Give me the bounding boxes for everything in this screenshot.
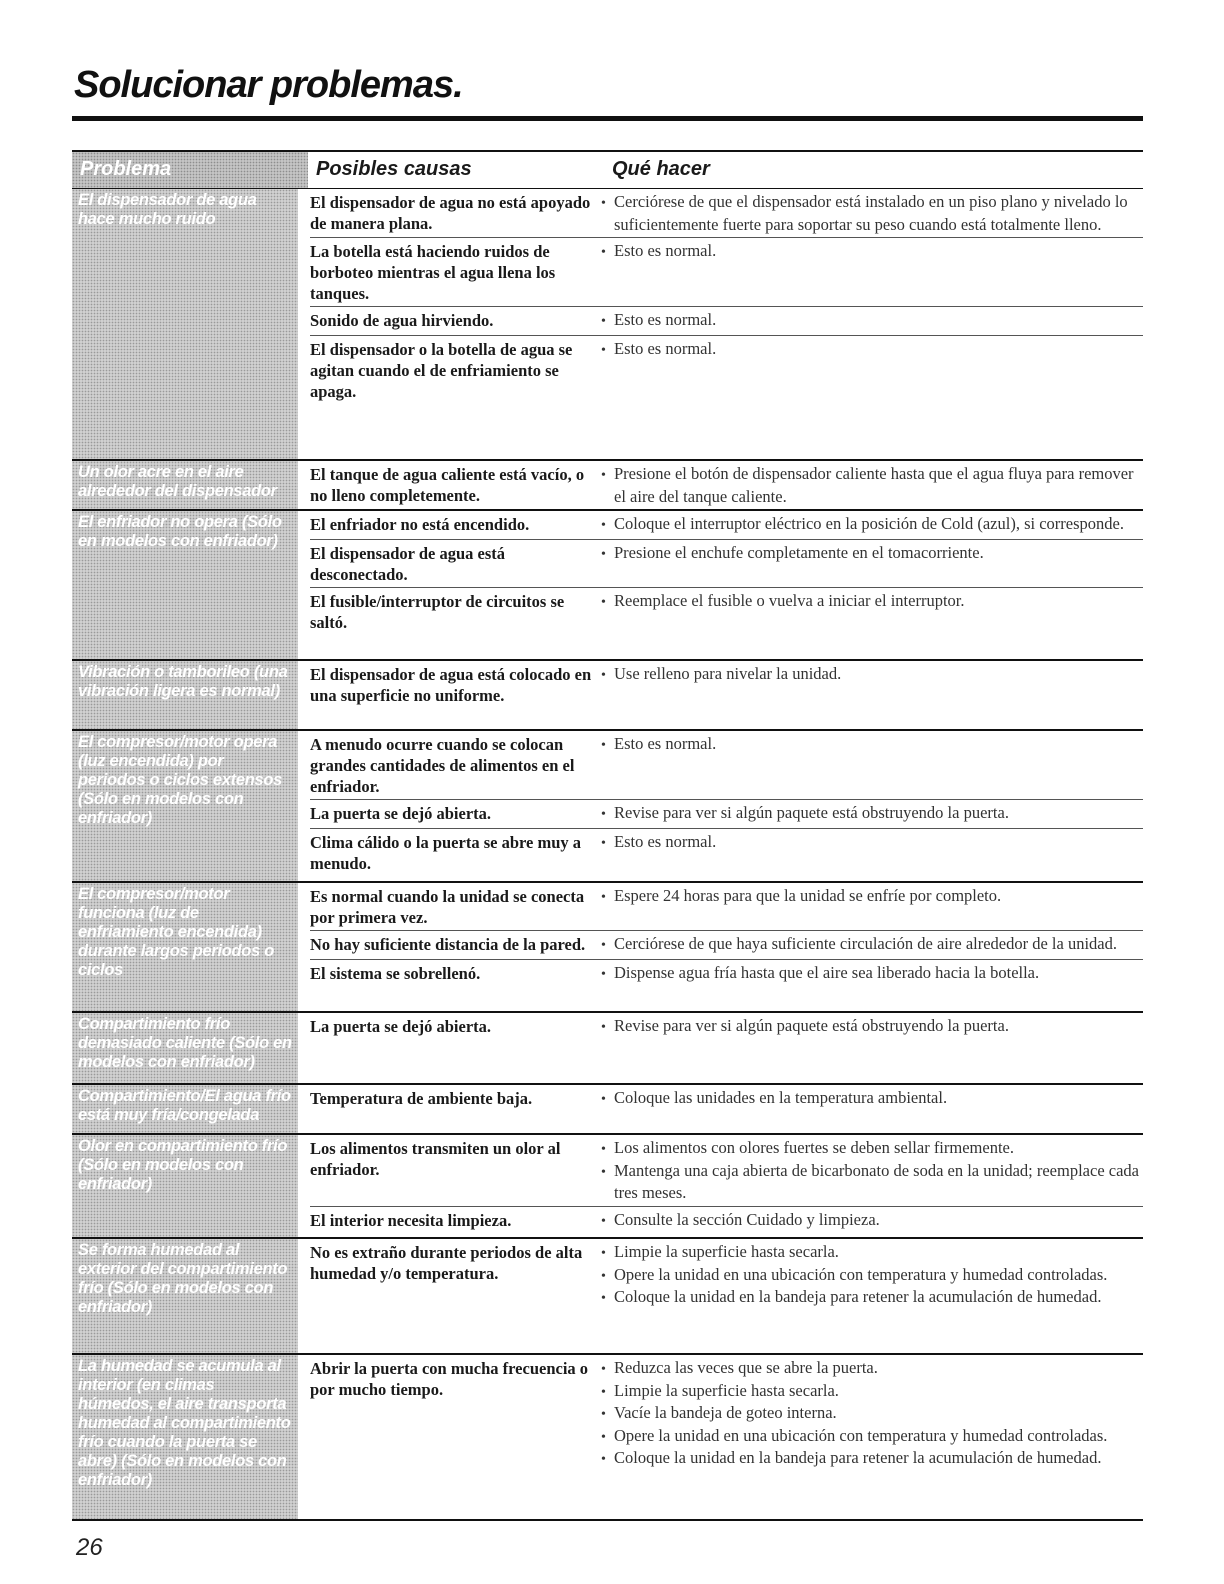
fix-item: • Cerciórese de que el dispensador está instalado en un piso plano y nivelado lo suficientemente fuerte para soportar su peso cuando está totalmente lleno. bbox=[598, 192, 1143, 235]
fix-list bbox=[594, 338, 1143, 402]
header-problem: Problema bbox=[72, 152, 308, 188]
problem-label: El dispensador de agua hace mucho ruido bbox=[72, 189, 298, 459]
fix-item: • Mantenga una caja abierta de bicarbonato de soda en la unidad; reemplace cada tres meses. bbox=[598, 1161, 1143, 1204]
table-row bbox=[310, 1207, 1143, 1235]
header-causes: Posibles causas bbox=[316, 158, 472, 180]
cause-list bbox=[298, 189, 1143, 459]
fix-item: • Coloque la unidad en la bandeja para retener la acumulación de humedad. bbox=[598, 1448, 1143, 1471]
cause-text: La puerta se dejó abierta. bbox=[310, 1017, 492, 1036]
table-row bbox=[310, 1239, 1143, 1312]
table-row bbox=[310, 588, 1143, 635]
fix-list bbox=[594, 885, 1143, 928]
cause-list bbox=[298, 1085, 1143, 1133]
problem-group bbox=[72, 189, 1143, 461]
cause-text: El dispensador o la botella de agua se agitan cuando el de enfriamiento se apaga. bbox=[310, 339, 573, 401]
cause-text: El dispensador de agua está desconectado. bbox=[310, 543, 505, 584]
fix-item: • Coloque el interruptor eléctrico en la posición de Cold (azul), si corresponde. bbox=[598, 514, 1143, 537]
page-number: 26 bbox=[76, 1534, 103, 1561]
fix-list bbox=[594, 590, 1143, 633]
fix-list bbox=[594, 1087, 1143, 1111]
problem-group bbox=[72, 461, 1143, 511]
cause-text: Clima cálido o la puerta se abre muy a menudo. bbox=[310, 832, 582, 873]
problem-label: El compresor/motor funciona (luz de enfriamiento encendida) durante largos periodos o ciclos bbox=[72, 883, 298, 1011]
fix-list bbox=[594, 802, 1143, 826]
cause-text: No hay suficiente distancia de la pared. bbox=[310, 935, 586, 954]
fix-item: • Dispense agua fría hasta que el aire sea liberado hacia la botella. bbox=[598, 963, 1143, 986]
problem-group bbox=[72, 661, 1143, 731]
problem-label: Se forma humedad al exterior del compartimiento frío (Sólo en modelos con enfriador) bbox=[72, 1239, 298, 1353]
fix-item: • Esto es normal. bbox=[598, 310, 1143, 333]
cause-list bbox=[298, 461, 1143, 509]
table-row bbox=[310, 1135, 1143, 1207]
cause-list bbox=[298, 1355, 1143, 1519]
table-row bbox=[310, 189, 1143, 238]
fix-item: • Espere 24 horas para que la unidad se enfríe por completo. bbox=[598, 886, 1143, 909]
fix-item: • Coloque la unidad en la bandeja para retener la acumulación de humedad. bbox=[598, 1287, 1143, 1310]
cause-list bbox=[298, 511, 1143, 659]
cause-text: La puerta se dejó abierta. bbox=[310, 804, 492, 823]
cause-text: El interior necesita limpieza. bbox=[310, 1210, 512, 1230]
table-row bbox=[310, 511, 1143, 540]
cause-text: A menudo ocurre cuando se colocan grandes cantidades de alimentos en el enfriador. bbox=[310, 735, 575, 796]
cause-text: El sistema se sobrellenó. bbox=[310, 963, 481, 983]
fix-item: • Presione el botón de dispensador caliente hasta que el agua fluya para remover el aire del tanque caliente. bbox=[598, 464, 1143, 507]
problem-label: Un olor acre en el aire alrededor del dispensador bbox=[72, 461, 298, 509]
fix-list bbox=[594, 463, 1143, 507]
fix-item: • Cerciórese de que haya suficiente circulación de aire alrededor de la unidad. bbox=[598, 934, 1143, 957]
troubleshooting-table bbox=[72, 150, 1143, 1521]
fix-item: • Use relleno para nivelar la unidad. bbox=[598, 664, 1143, 687]
fix-list bbox=[594, 1357, 1143, 1471]
fix-item: • Limpie la superficie hasta secarla. bbox=[598, 1242, 1143, 1265]
fix-list bbox=[594, 1209, 1143, 1233]
fix-list bbox=[594, 962, 1143, 986]
fix-list bbox=[594, 933, 1143, 957]
fix-list bbox=[594, 191, 1143, 235]
fix-item: • Presione el enchufe completamente en el tomacorriente. bbox=[598, 543, 1143, 566]
table-header bbox=[72, 150, 1143, 189]
cause-text: No es extraño durante periodos de alta humedad y/o temperatura. bbox=[310, 1243, 583, 1283]
problem-label: La humedad se acumula al interior (en climas húmedos, el aire transporta humedad al compartimiento frío cuando la puerta se abre) (Sólo en modelos con enfriador) bbox=[72, 1355, 298, 1519]
table-row bbox=[310, 540, 1143, 588]
cause-text: Sonido de agua hirviendo. bbox=[310, 311, 494, 330]
cause-text: El fusible/interruptor de circuitos se saltó. bbox=[310, 591, 565, 632]
problem-group bbox=[72, 1135, 1143, 1239]
fix-item: • Esto es normal. bbox=[598, 241, 1143, 264]
fix-item: • Opere la unidad en una ubicación con temperatura y humedad controladas. bbox=[598, 1426, 1143, 1449]
cause-text: El dispensador de agua no está apoyado de manera plana. bbox=[310, 193, 591, 233]
problem-label: El enfriador no opera (Sólo en modelos con enfriador) bbox=[72, 511, 298, 659]
fix-list bbox=[594, 663, 1143, 706]
cause-list bbox=[298, 1013, 1143, 1083]
problem-label: Compartimiento frío demasiado caliente (Sólo en modelos con enfriador) bbox=[72, 1013, 298, 1083]
fix-item: • Los alimentos con olores fuertes se deben sellar firmemente. bbox=[598, 1138, 1143, 1161]
problem-group bbox=[72, 883, 1143, 1013]
table-row bbox=[310, 960, 1143, 988]
cause-text: Es normal cuando la unidad se conecta por primera vez. bbox=[310, 887, 585, 927]
fix-item: • Coloque las unidades en la temperatura ambiental. bbox=[598, 1088, 1143, 1111]
table-row bbox=[310, 461, 1143, 509]
fix-item: • Revise para ver si algún paquete está obstruyendo la puerta. bbox=[598, 803, 1143, 826]
problem-group bbox=[72, 1355, 1143, 1521]
header-fix: Qué hacer bbox=[612, 158, 710, 180]
problem-label: Vibración o tamborileo (una vibración ligera es normal) bbox=[72, 661, 298, 729]
fix-list bbox=[594, 240, 1143, 304]
problem-label: Compartimiento/El agua frío está muy fría/congelada bbox=[72, 1085, 298, 1133]
problem-group bbox=[72, 1239, 1143, 1355]
fix-item: • Esto es normal. bbox=[598, 832, 1143, 855]
cause-list bbox=[298, 1239, 1143, 1353]
fix-list bbox=[594, 831, 1143, 874]
cause-text: El enfriador no está encendido. bbox=[310, 515, 530, 534]
fix-list bbox=[594, 1015, 1143, 1039]
cause-list bbox=[298, 731, 1143, 881]
fix-list bbox=[594, 733, 1143, 797]
cause-list bbox=[298, 1135, 1143, 1237]
fix-list bbox=[594, 1137, 1143, 1204]
problem-group bbox=[72, 1013, 1143, 1085]
cause-text: El dispensador de agua está colocado en una superficie no uniforme. bbox=[310, 665, 592, 705]
fix-list bbox=[594, 309, 1143, 333]
cause-text: El tanque de agua caliente está vacío, o no lleno completemente. bbox=[310, 465, 585, 505]
cause-list bbox=[298, 883, 1143, 1011]
problem-group bbox=[72, 1085, 1143, 1135]
fix-item: • Consulte la sección Cuidado y limpieza. bbox=[598, 1210, 1143, 1233]
table-row bbox=[310, 731, 1143, 800]
table-row bbox=[310, 931, 1143, 960]
fix-item: • Reemplace el fusible o vuelva a iniciar el interruptor. bbox=[598, 591, 1143, 614]
cause-text: La botella está haciendo ruidos de borboteo mientras el agua llena los tanques. bbox=[310, 242, 556, 303]
problem-group bbox=[72, 511, 1143, 661]
fix-item: • Opere la unidad en una ubicación con temperatura y humedad controladas. bbox=[598, 1265, 1143, 1288]
page-title: Solucionar problemas. bbox=[74, 64, 463, 106]
table-row bbox=[310, 883, 1143, 931]
table-body bbox=[72, 189, 1143, 1521]
cause-list bbox=[298, 661, 1143, 729]
cause-text: Abrir la puerta con mucha frecuencia o por mucho tiempo. bbox=[310, 1359, 589, 1399]
fix-item: • Reduzca las veces que se abre la puerta. bbox=[598, 1358, 1143, 1381]
problem-label: Olor en compartimiento frío (Sólo en modelos con enfriador) bbox=[72, 1135, 298, 1237]
table-row bbox=[310, 336, 1143, 404]
table-row bbox=[310, 1013, 1143, 1041]
cause-text: Temperatura de ambiente baja. bbox=[310, 1089, 533, 1108]
table-row bbox=[310, 1085, 1143, 1113]
table-row bbox=[310, 829, 1143, 876]
fix-list bbox=[594, 1241, 1143, 1310]
problem-label: El compresor/motor opera (luz encendida) por periodos o ciclos extensos (Sólo en modelos con enfriador) bbox=[72, 731, 298, 881]
fix-item: • Vacíe la bandeja de goteo interna. bbox=[598, 1403, 1143, 1426]
table-row bbox=[310, 661, 1143, 708]
title-divider bbox=[72, 116, 1143, 121]
fix-item: • Limpie la superficie hasta secarla. bbox=[598, 1381, 1143, 1404]
fix-list bbox=[594, 513, 1143, 537]
cause-text: Los alimentos transmiten un olor al enfriador. bbox=[310, 1139, 561, 1179]
fix-item: • Revise para ver si algún paquete está obstruyendo la puerta. bbox=[598, 1016, 1143, 1039]
table-row bbox=[310, 307, 1143, 336]
fix-item: • Esto es normal. bbox=[598, 734, 1143, 757]
table-row bbox=[310, 238, 1143, 307]
table-row bbox=[310, 800, 1143, 829]
fix-list bbox=[594, 542, 1143, 585]
problem-group bbox=[72, 731, 1143, 883]
table-row bbox=[310, 1355, 1143, 1473]
fix-item: • Esto es normal. bbox=[598, 339, 1143, 362]
